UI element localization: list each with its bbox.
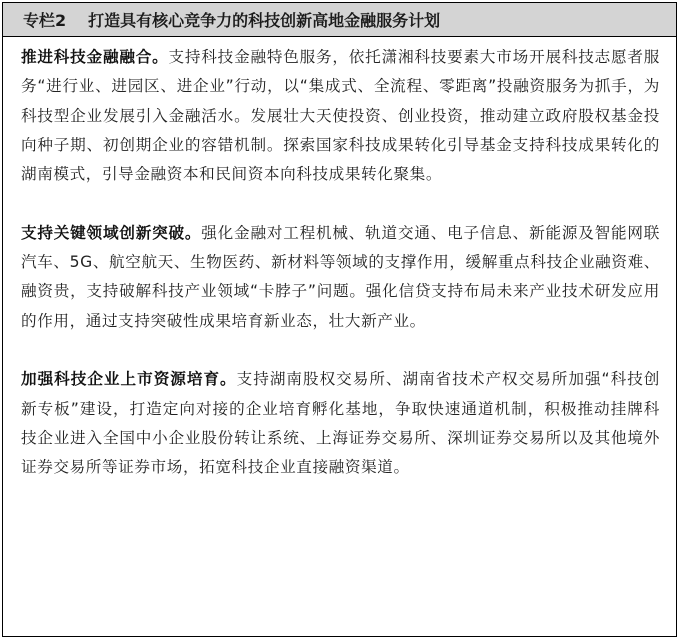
- paragraph-body: 支持科技金融特色服务，依托潇湘科技要素大市场开展科技志愿者服务“进行业、进园区、进企业”行动，以“集成式、全流程、零距离”投融资服务为抓手，为科技型企业发展引入金融活水。发展壮大天使投资、创业投资，推动建立政府股权基金投向种子期、初创期企业的容错机制。探索国家科技成果转化引导基金支持科技成果转化的湖南模式，引导金融资本和民间资本向科技成果转化聚集。: [21, 48, 660, 184]
- paragraph-lead: 支持关键领域创新突破。: [21, 223, 202, 242]
- column-box: [2, 2, 677, 637]
- paragraph-listing-cultivation: [21, 365, 660, 482]
- paragraph-body: 强化金融对工程机械、轨道交通、电子信息、新能源及智能网联汽车、5G、航空航天、生物医药、新材料等领域的支撑作用，缓解重点科技企业融资难、融资贵，支持破解科技产业领域“卡脖子”问题。强化信贷支持布局未来产业技术研发应用的作用，通过支持突破性成果培育新业态，壮大新产业。: [21, 223, 660, 330]
- paragraph-lead: 推进科技金融融合。: [21, 48, 169, 66]
- paragraph-key-field-breakthrough: [21, 219, 660, 336]
- column-label: 专栏2: [23, 11, 67, 30]
- paragraph-body: 支持湖南股权交易所、湖南省技术产权交易所加强“科技创新专板”建设，打造定向对接的企业培育孵化基地，争取快速通道机制，积极推动挂牌科技企业进入全国中小企业股份转让系统、上海证券交易所、深圳证券交易所以及其他境外证券交易所等证券市场，拓宽科技企业直接融资渠道。: [21, 370, 660, 477]
- paragraph-lead: 加强科技企业上市资源培育。: [21, 370, 237, 389]
- column-content: [3, 37, 676, 482]
- column-title: 打造具有核心竞争力的科技创新高地金融服务计划: [88, 11, 441, 30]
- column-header: [3, 3, 676, 37]
- paragraph-fintech-integration: [21, 43, 660, 189]
